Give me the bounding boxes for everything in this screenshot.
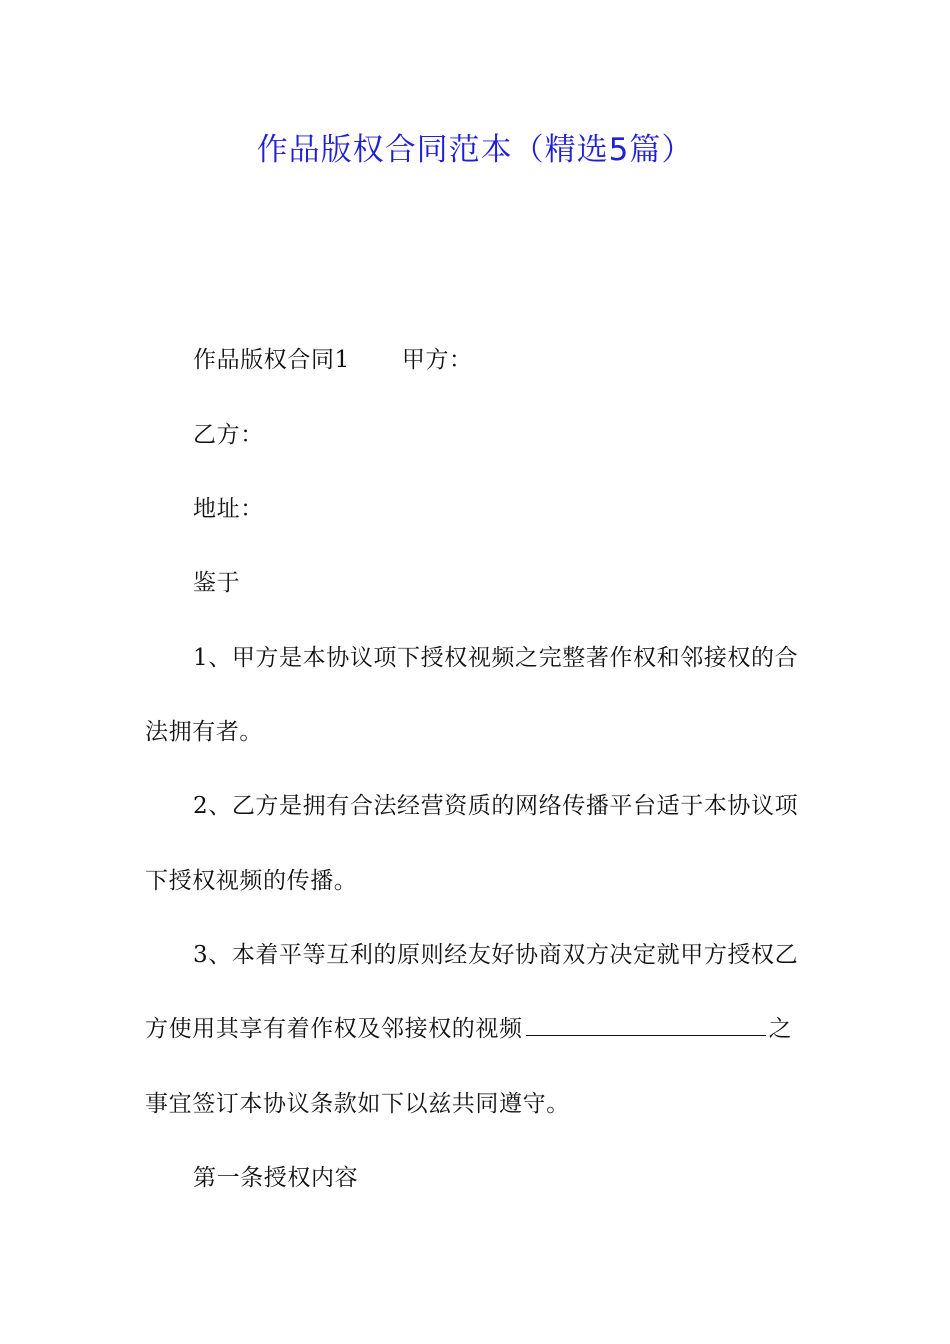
clause-3-line-3: 事宜签订本协议条款如下以兹共同遵守。 xyxy=(145,1091,570,1117)
clause-3-line-1: 3、本着平等互利的原则经友好协商双方决定就甲方授权乙 xyxy=(193,942,799,968)
clause-3-text-end: 之 xyxy=(768,1016,793,1042)
clause-3-line-2 xyxy=(145,1013,792,1045)
video-name-blank[interactable] xyxy=(526,1013,766,1036)
document-title: 作品版权合同范本（精选5篇） xyxy=(256,132,694,168)
clause-1-line-1: 1、甲方是本协议项下授权视频之完整著作权和邻接权的合 xyxy=(193,645,799,671)
whereas-heading: 鉴于 xyxy=(193,570,241,596)
clause-2-line-2: 下授权视频的传播。 xyxy=(145,868,358,894)
contract-heading-line xyxy=(193,344,473,376)
article-1-heading: 第一条授权内容 xyxy=(193,1165,359,1191)
clause-3-text: 方使用其享有着作权及邻接权的视频 xyxy=(145,1016,523,1042)
contract-heading: 作品版权合同1 xyxy=(193,347,350,373)
party-a-label: 甲方： xyxy=(401,347,473,373)
clause-1-line-2: 法拥有者。 xyxy=(145,719,263,745)
party-b-label: 乙方： xyxy=(193,422,264,448)
address-label: 地址： xyxy=(193,496,264,522)
clause-2-line-1: 2、乙方是拥有合法经营资质的网络传播平台适于本协议项 xyxy=(193,793,799,819)
